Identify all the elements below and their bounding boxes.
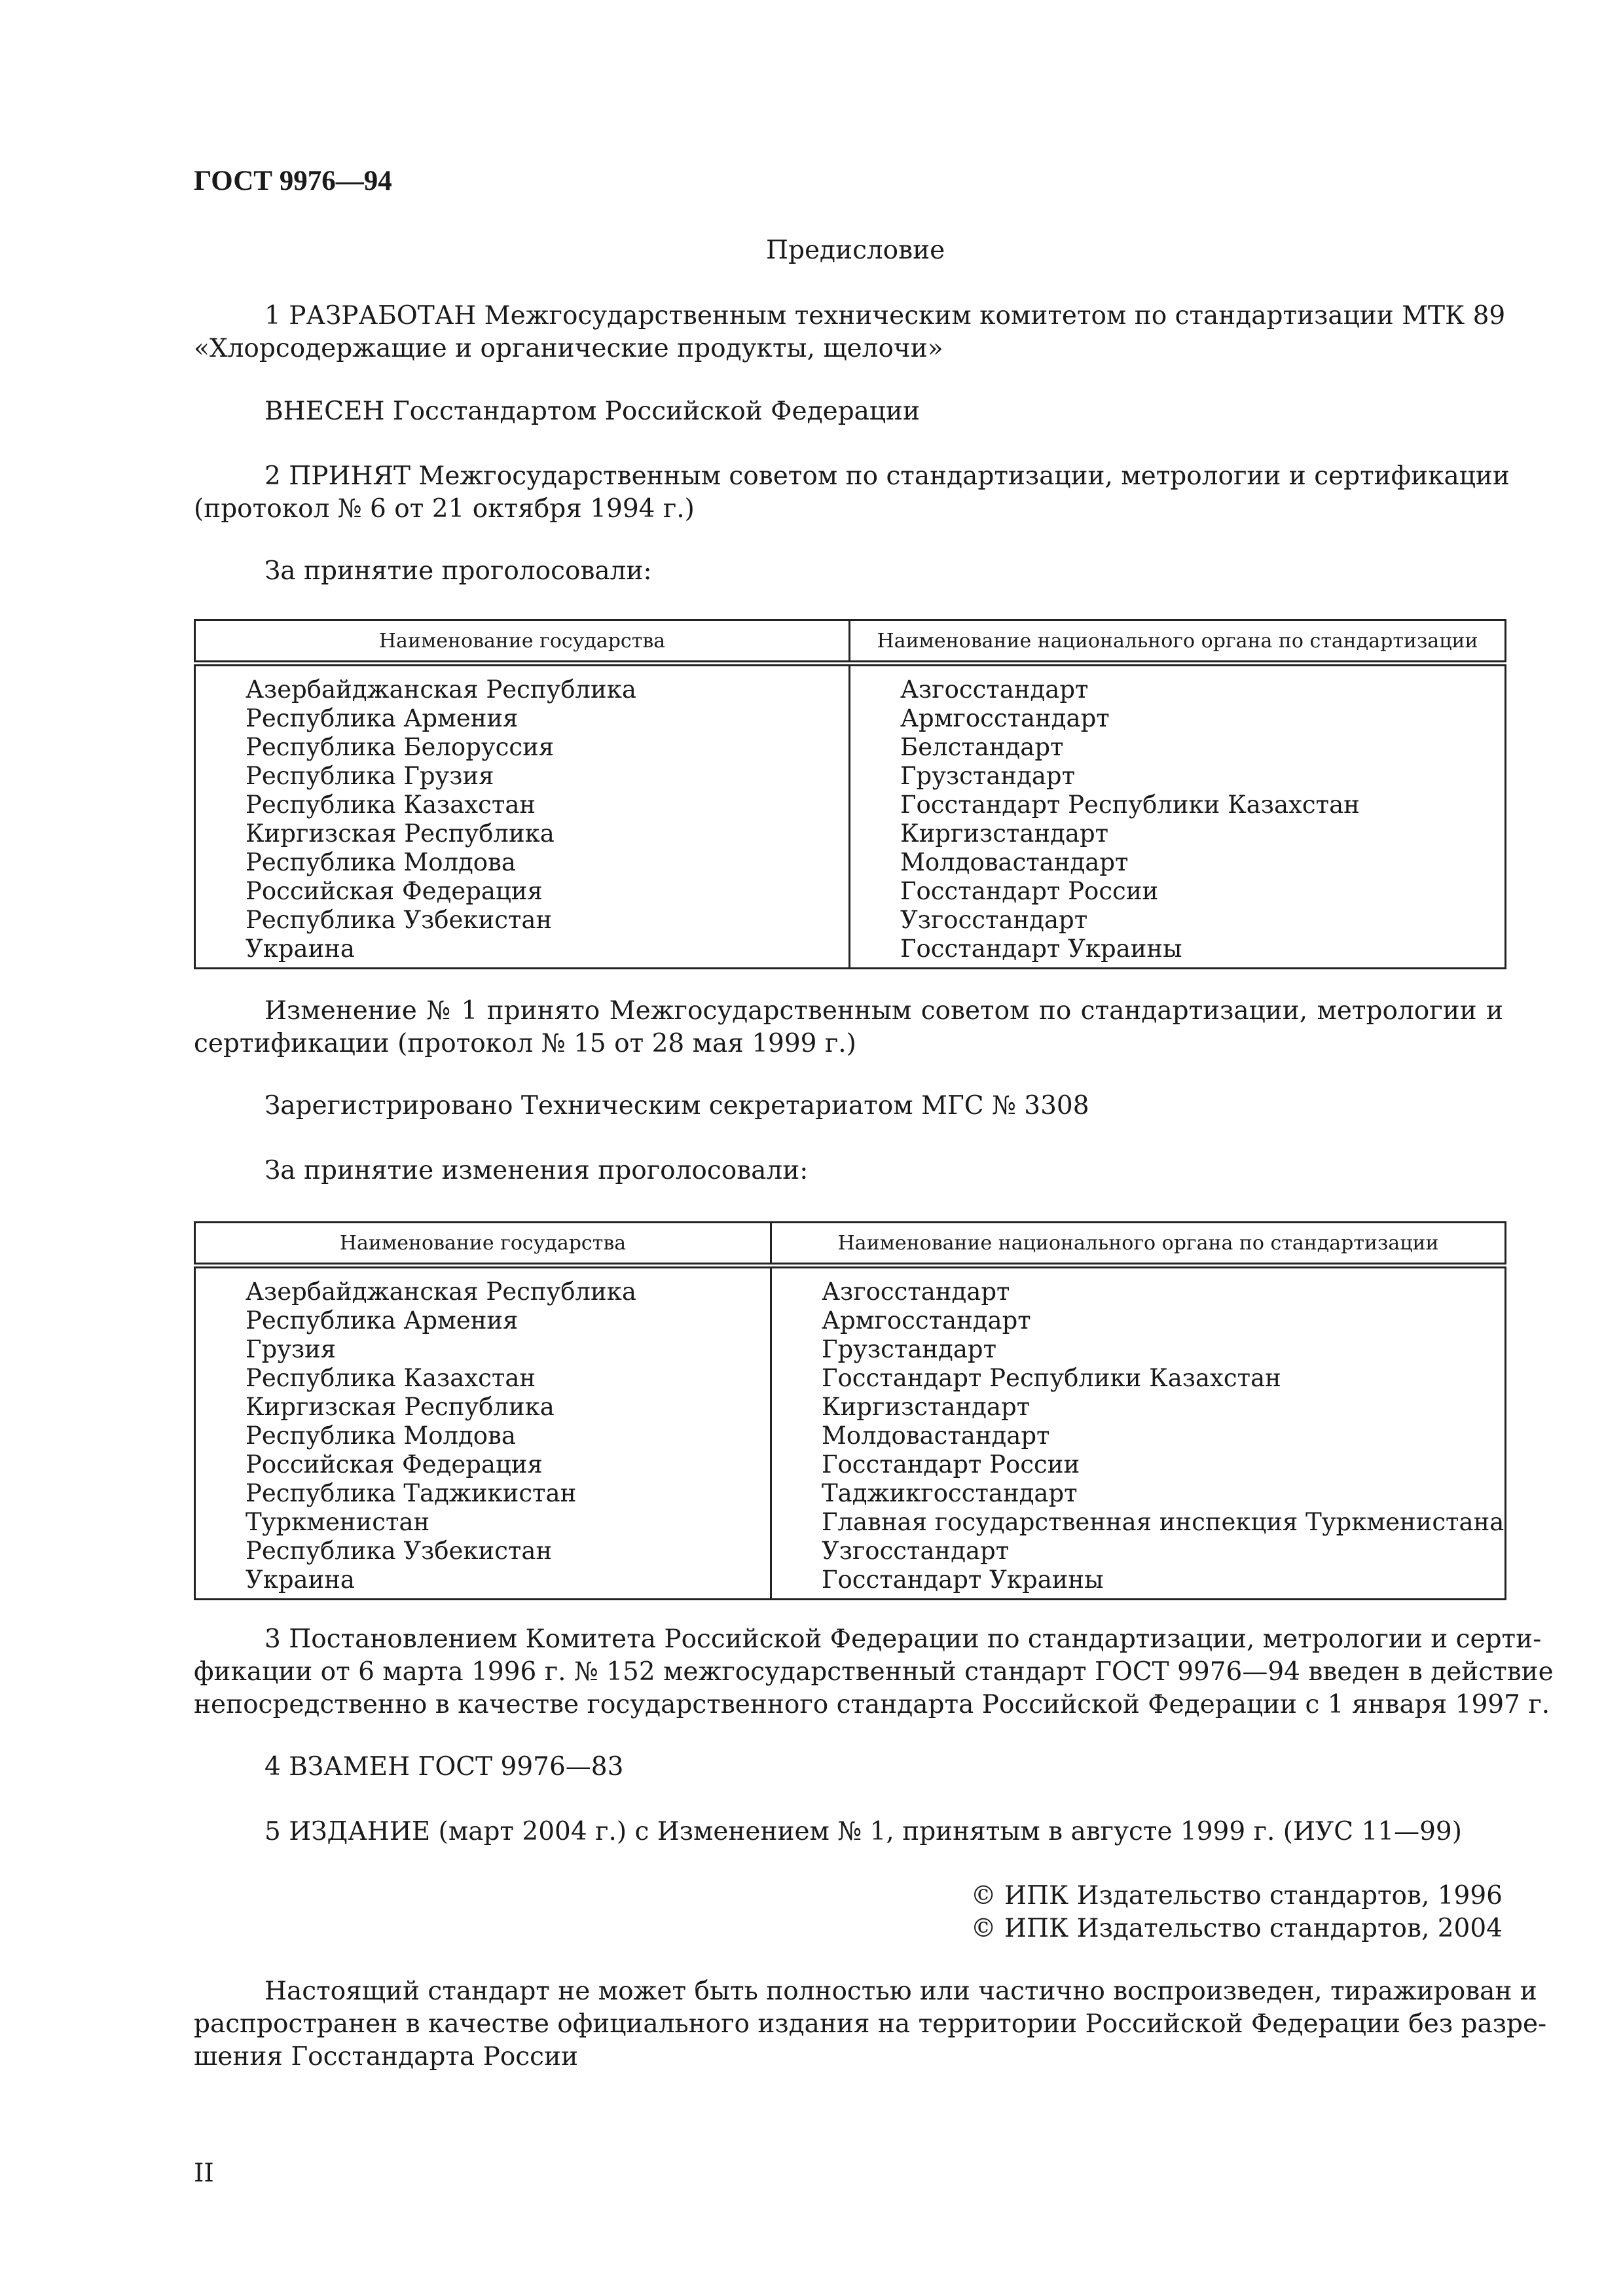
state-cell: Туркменистан [195,1508,771,1537]
table-row [195,848,1506,877]
state-cell: Грузия [195,1335,771,1364]
table-row [195,935,1506,969]
body-cell: Госстандарт Украины [822,1566,1104,1594]
state-cell: Украина [195,935,850,969]
state-cell: Российская Федерация [195,877,850,906]
table-row [195,733,1506,762]
text-line: 3 Постановлением Комитета Российской Федерации по стандартизации, метрологии и серти- [264,1624,1542,1654]
state-cell: Республика Молдова [195,848,850,877]
text-line: За принятие изменения проголосовали: [264,1156,809,1185]
text-line: 1 РАЗРАБОТАН Межгосударственным техническим комитетом по стандартизации МТК 89 [264,301,1506,331]
copyright-line: © ИПК Издательство стандартов, 1996 [970,1881,1503,1910]
text-line: Изменение № 1 принято Межгосударственным советом по стандартизации, метрологии и [264,996,1503,1026]
text-line: «Хлорсодержащие и органические продукты, щелочи» [194,334,943,363]
body-cell: Узгосстандарт [822,1537,1010,1565]
body-cell: Госстандарт Украины [900,935,1182,963]
section-title: Предисловие [766,236,945,265]
column-header-body: Наименование национального органа по стандартизации [771,1223,1506,1266]
state-cell: Республика Белоруссия [195,733,850,762]
table-row [195,1335,1506,1364]
state-cell: Украина [195,1566,771,1600]
paragraph-submitted [194,395,1503,428]
column-header-state: Наименование государства [195,620,850,664]
table-row [195,1306,1506,1335]
table-row [195,1508,1506,1537]
table-row [195,704,1506,733]
state-cell: Азербайджанская Республика [195,664,850,705]
paragraph-enactment [194,1623,1554,1721]
state-cell: Российская Федерация [195,1450,771,1479]
copyright-line: © ИПК Издательство стандартов, 2004 [970,1914,1503,1943]
body-cell: Молдовастандарт [822,1422,1050,1450]
text-line: распространен в качестве официального издания на территории Российской Федерации без разре- [194,2009,1547,2039]
state-cell: Республика Узбекистан [195,906,850,935]
text-line: сертификации (протокол № 15 от 28 мая 1999 г.) [194,1029,856,1058]
table-row [195,1566,1506,1600]
text-line: За принятие проголосовали: [264,556,652,586]
document-code: ГОСТ 9976—94 [194,166,392,196]
text-line: 2 ПРИНЯТ Межгосударственным советом по стандартизации, метрологии и сертификации [264,461,1510,491]
body-cell: Киргизстандарт [900,819,1109,848]
body-cell: Белстандарт [900,733,1064,761]
text-line: 4 ВЗАМЕН ГОСТ 9976—83 [264,1752,624,1782]
table-row [195,791,1506,819]
paragraph-change-1 [194,995,1503,1060]
body-cell: Госстандарт Республики Казахстан [822,1364,1281,1392]
state-cell: Республика Армения [195,704,850,733]
state-cell: Киргизская Республика [195,819,850,848]
body-cell: Грузстандарт [900,762,1076,790]
body-cell: Главная государственная инспекция Туркменистана [822,1508,1504,1536]
table-row [195,664,1506,705]
state-cell: Азербайджанская Республика [195,1266,771,1307]
paragraph-registered [194,1090,1503,1122]
body-cell: Госстандарт Республики Казахстан [900,791,1360,819]
text-line: непосредственно в качестве государственного стандарта Российской Федерации с 1 января 1997 г. [194,1690,1550,1719]
state-cell: Республика Казахстан [195,791,850,819]
voting-table-2 [194,1221,1506,1600]
page-number: II [194,2159,214,2188]
state-cell: Республика Узбекистан [195,1537,771,1566]
text-line: Зарегистрировано Техническим секретариатом МГС № 3308 [264,1091,1089,1121]
text-line: (протокол № 6 от 21 октября 1994 г.) [194,494,695,524]
table-row [195,906,1506,935]
table-row [195,819,1506,848]
vote-intro-2 [194,1155,1503,1187]
body-cell: Таджикгосстандарт [822,1479,1078,1507]
table-row [195,762,1506,791]
state-cell: Республика Грузия [195,762,850,791]
column-header-body: Наименование национального органа по стандартизации [850,620,1506,664]
body-cell: Госстандарт России [822,1450,1080,1479]
paragraph-edition [194,1816,1503,1848]
text-line: 5 ИЗДАНИЕ (март 2004 г.) с Изменением № 1, принятым в августе 1999 г. (ИУС 11—99) [264,1817,1462,1846]
text-line: фикации от 6 марта 1996 г. № 152 межгосударственный стандарт ГОСТ 9976—94 введен в действие [194,1657,1554,1687]
copyright-block [971,1880,1503,1945]
table-row [195,877,1506,906]
body-cell: Киргизстандарт [822,1393,1030,1421]
state-cell: Республика Армения [195,1306,771,1335]
body-cell: Госстандарт России [900,877,1159,905]
table-row [195,1266,1506,1307]
paragraph-replaces [194,1751,1503,1784]
table-row [195,1537,1506,1566]
table-row [195,1450,1506,1479]
text-line: ВНЕСЕН Госстандартом Российской Федерации [264,397,920,426]
voting-table-1 [194,619,1506,969]
state-cell: Киргизская Республика [195,1393,771,1422]
body-cell: Грузстандарт [822,1335,997,1363]
paragraph-adopted [194,460,1510,526]
state-cell: Республика Казахстан [195,1364,771,1393]
body-cell: Узгосстандарт [900,906,1088,934]
text-line: Настоящий стандарт не может быть полностью или частично воспроизведен, тиражирован и [264,1977,1537,2006]
table-row [195,1479,1506,1508]
table-row [195,1422,1506,1450]
table-row [195,1393,1506,1422]
text-line: шения Госстандарта России [194,2042,578,2072]
column-header-state: Наименование государства [195,1223,771,1266]
body-cell: Армгосстандарт [822,1306,1031,1335]
body-cell: Молдовастандарт [900,848,1129,876]
vote-intro-1 [194,555,1503,588]
body-cell: Азгосстандарт [822,1278,1010,1306]
paragraph-developed [194,300,1506,365]
body-cell: Армгосстандарт [900,704,1110,732]
state-cell: Республика Таджикистан [195,1479,771,1508]
table-row [195,1364,1506,1393]
state-cell: Республика Молдова [195,1422,771,1450]
body-cell: Азгосстандарт [900,675,1089,704]
paragraph-notice [194,1975,1547,2073]
